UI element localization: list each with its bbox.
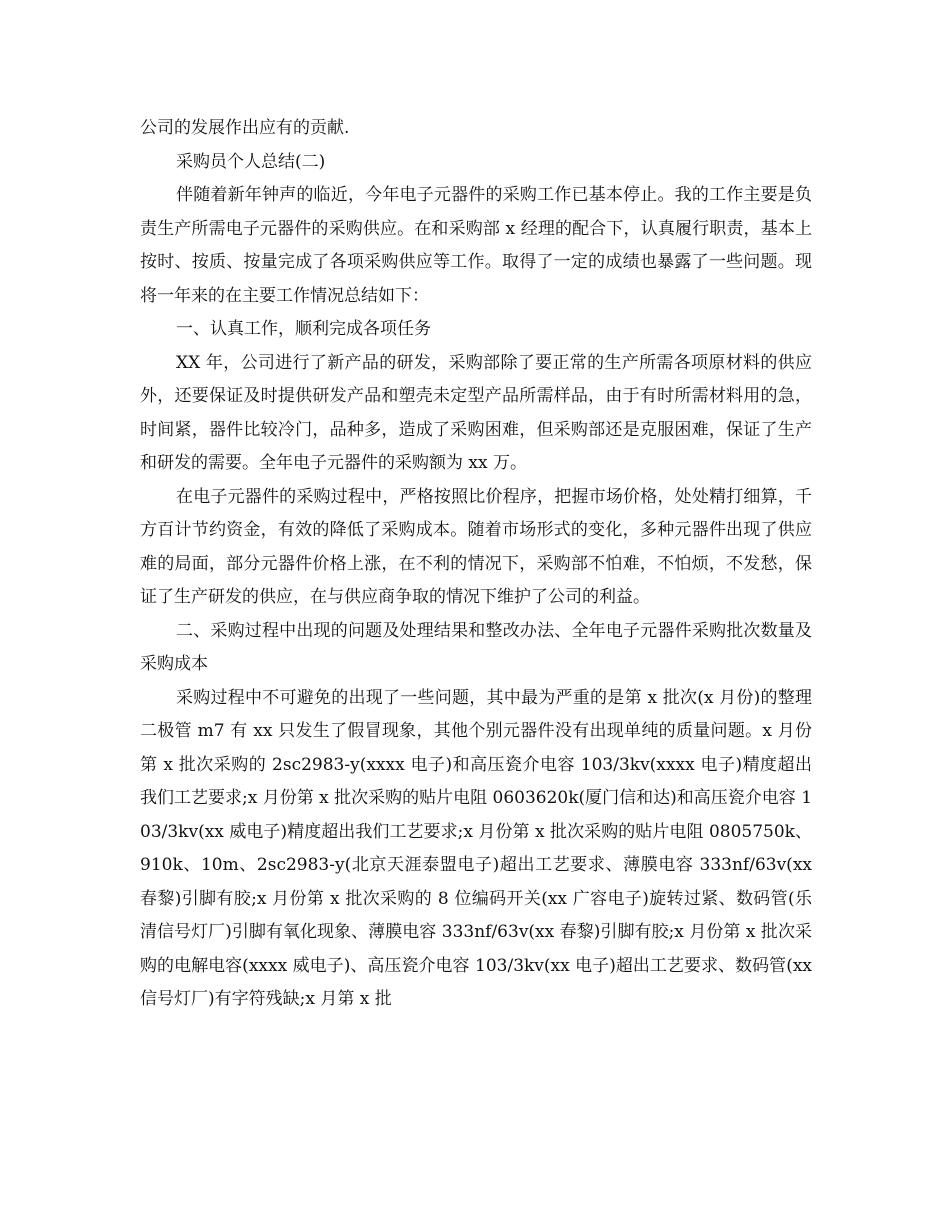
heading-two: 二、采购过程中出现的问题及处理结果和整改办法、全年电子元器件采购批次数量及采购成本	[140, 620, 812, 674]
paragraph-quality-issues: 采购过程中不可避免的出现了一些问题，其中最为严重的是第 x 批次(x 月份)的整理二极管 m7 有 xx 只发生了假冒现象，其他个别元器件没有出现单纯的质量问题。x 月份第 x 批次采购的 2sc2983-y(xxxx 电子)和高压瓷介电容 103/3kv(xxxx 电子)精度超出我们工艺要求;x 月份第 x 批次采购的贴片电阻 0603620k(厦门信和达)和高压瓷介电容 103/3kv(xx 威电子)精度超出我们工艺要求;x 月份第 x 批次采购的贴片电阻 0805750k、910k、10m、2sc2983-y(北京天涯泰盟电子)超出工艺要求、薄膜电容 333nf/63v(xx 春黎)引脚有胶;x 月份第 x 批次采购的 8 位编码开关(xx 广容电子)旋转过紧、数码管(乐清信号灯厂)引脚有氧化现象、薄膜电容 333nf/63v(xx 春黎)引脚有胶;x 月份第 x 批次采购的电解电容(xxxx 威电子)、高压瓷介电容 103/3kv(xx 电子)超出工艺要求、数码管(xx 信号灯厂)有字符残缺;x 月第 x 批	[140, 687, 813, 1009]
paragraph-continuation: 公司的发展作出应有的贡献.	[140, 118, 350, 138]
document-body	[140, 112, 812, 1017]
paragraph-cost-control: 在电子元器件的采购过程中，严格按照比价程序，把握市场价格，处处精打细算，千方百计节约资金，有效的降低了采购成本。随着市场形式的变化，多种元器件出现了供应难的局面，部分元器件价格上涨，在不利的情况下，采购部不怕难，不怕烦，不发愁，保证了生产研发的供应，在与供应商争取的情况下维护了公司的利益。	[140, 486, 812, 607]
paragraph-rd-supply: XX 年，公司进行了新产品的研发，采购部除了要正常的生产所需各项原材料的供应外，还要保证及时提供研发产品和塑壳未定型产品所需样品，由于有时所需材料用的急，时间紧，器件比较冷门，品种多，造成了采购困难，但采购部还是克服困难，保证了生产和研发的需要。全年电子元器件的采购额为 xx 万。	[140, 352, 812, 473]
paragraph-intro: 伴随着新年钟声的临近，今年电子元器件的采购工作已基本停止。我的工作主要是负责生产所需电子元器件的采购供应。在和采购部 x 经理的配合下，认真履行职责，基本上按时、按质、按量完成了各项采购供应等工作。取得了一定的成绩也暴露了一些问题。现将一年来的在主要工作情况总结如下：	[140, 185, 812, 306]
heading-one: 一、认真工作，顺利完成各项任务	[176, 319, 431, 339]
section-title: 采购员个人总结(二)	[176, 151, 326, 172]
